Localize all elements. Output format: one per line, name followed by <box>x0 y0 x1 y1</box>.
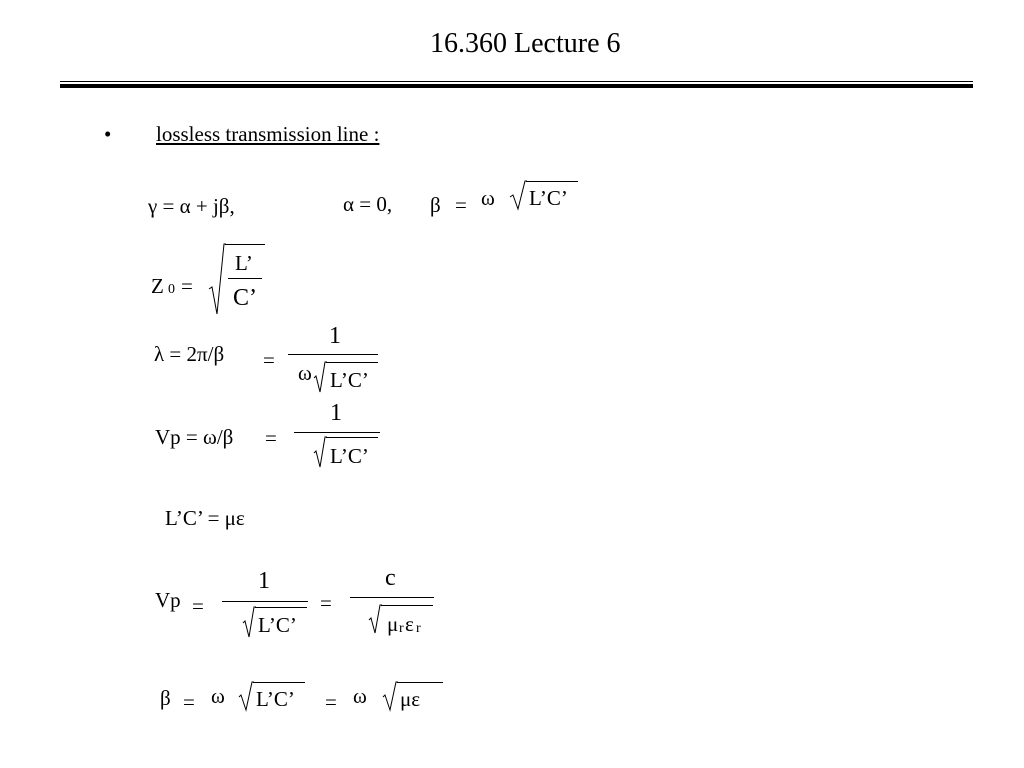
beta-symbol: β <box>430 193 441 217</box>
equals-sign: = <box>192 594 204 618</box>
equation-lc-mu-epsilon: L’C’ = με <box>165 506 245 530</box>
radicand-lc: L’C’ <box>529 186 568 210</box>
radical-bar <box>326 362 378 363</box>
radical-bar <box>253 682 305 683</box>
vp-definition: Vp = ω/β <box>155 425 234 449</box>
equals-sign: = <box>263 348 275 372</box>
alpha-zero: α = 0, <box>343 192 393 216</box>
sqrt-sign-icon <box>208 243 226 315</box>
omega-symbol: ω <box>353 684 367 708</box>
mu-subscript-r: r <box>399 621 404 636</box>
equals-sign: = <box>265 426 277 450</box>
radical-bar <box>526 181 578 182</box>
radical-bar <box>381 605 433 606</box>
fraction-bar <box>294 432 380 433</box>
omega-symbol: ω <box>298 361 312 385</box>
lambda-definition: λ = 2π/β <box>154 342 225 366</box>
slide-title: 16.360 Lecture 6 <box>430 28 621 59</box>
omega-symbol: ω <box>211 684 225 708</box>
fraction-numerator: 1 <box>330 400 342 426</box>
radicand-lc: L’C’ <box>330 444 369 468</box>
radicand-mu-epsilon: με <box>400 687 421 711</box>
fraction-bar <box>350 597 434 598</box>
fraction-bar <box>228 278 262 279</box>
epsilon-symbol: ε <box>405 612 414 636</box>
fraction-numerator: 1 <box>329 323 341 349</box>
z-subscript: 0 <box>168 282 175 297</box>
mu-symbol: μ <box>387 612 399 636</box>
radical-bar <box>225 244 265 245</box>
fraction-numerator: L’ <box>235 251 253 275</box>
equals-sign: = <box>455 193 467 217</box>
beta-symbol: β <box>160 686 171 710</box>
bullet-marker: • <box>104 122 112 146</box>
equals-sign: = <box>320 591 332 615</box>
sqrt-sign-icon <box>238 681 254 711</box>
vp-symbol: Vp <box>155 588 181 612</box>
fraction-denominator: C’ <box>233 285 257 311</box>
sqrt-sign-icon <box>368 604 382 634</box>
equals-sign: = <box>183 690 195 714</box>
title-rule-thin <box>60 81 973 82</box>
radical-bar <box>326 437 378 438</box>
radicand-lc: L’C’ <box>256 687 295 711</box>
radicand-lc: L’C’ <box>330 368 369 392</box>
sqrt-sign-icon <box>242 606 256 638</box>
z-symbol: Z <box>151 274 164 298</box>
omega-symbol: ω <box>481 186 495 210</box>
sqrt-sign-icon <box>313 436 327 468</box>
equals-sign: = <box>181 274 193 298</box>
fraction-bar <box>222 601 308 602</box>
speed-of-light-c: c <box>385 565 396 591</box>
sqrt-sign-icon <box>509 180 527 210</box>
sqrt-sign-icon <box>313 361 327 393</box>
radicand-lc: L’C’ <box>258 613 297 637</box>
fraction-bar <box>288 354 378 355</box>
radical-bar <box>397 682 443 683</box>
equals-sign: = <box>325 690 337 714</box>
section-heading: lossless transmission line : <box>156 122 380 146</box>
title-rule-thick <box>60 84 973 88</box>
gamma-definition: γ = α + jβ, <box>148 194 235 218</box>
radical-bar <box>255 607 307 608</box>
fraction-numerator: 1 <box>258 568 270 594</box>
sqrt-sign-icon <box>382 681 398 711</box>
epsilon-subscript-r: r <box>416 621 421 636</box>
